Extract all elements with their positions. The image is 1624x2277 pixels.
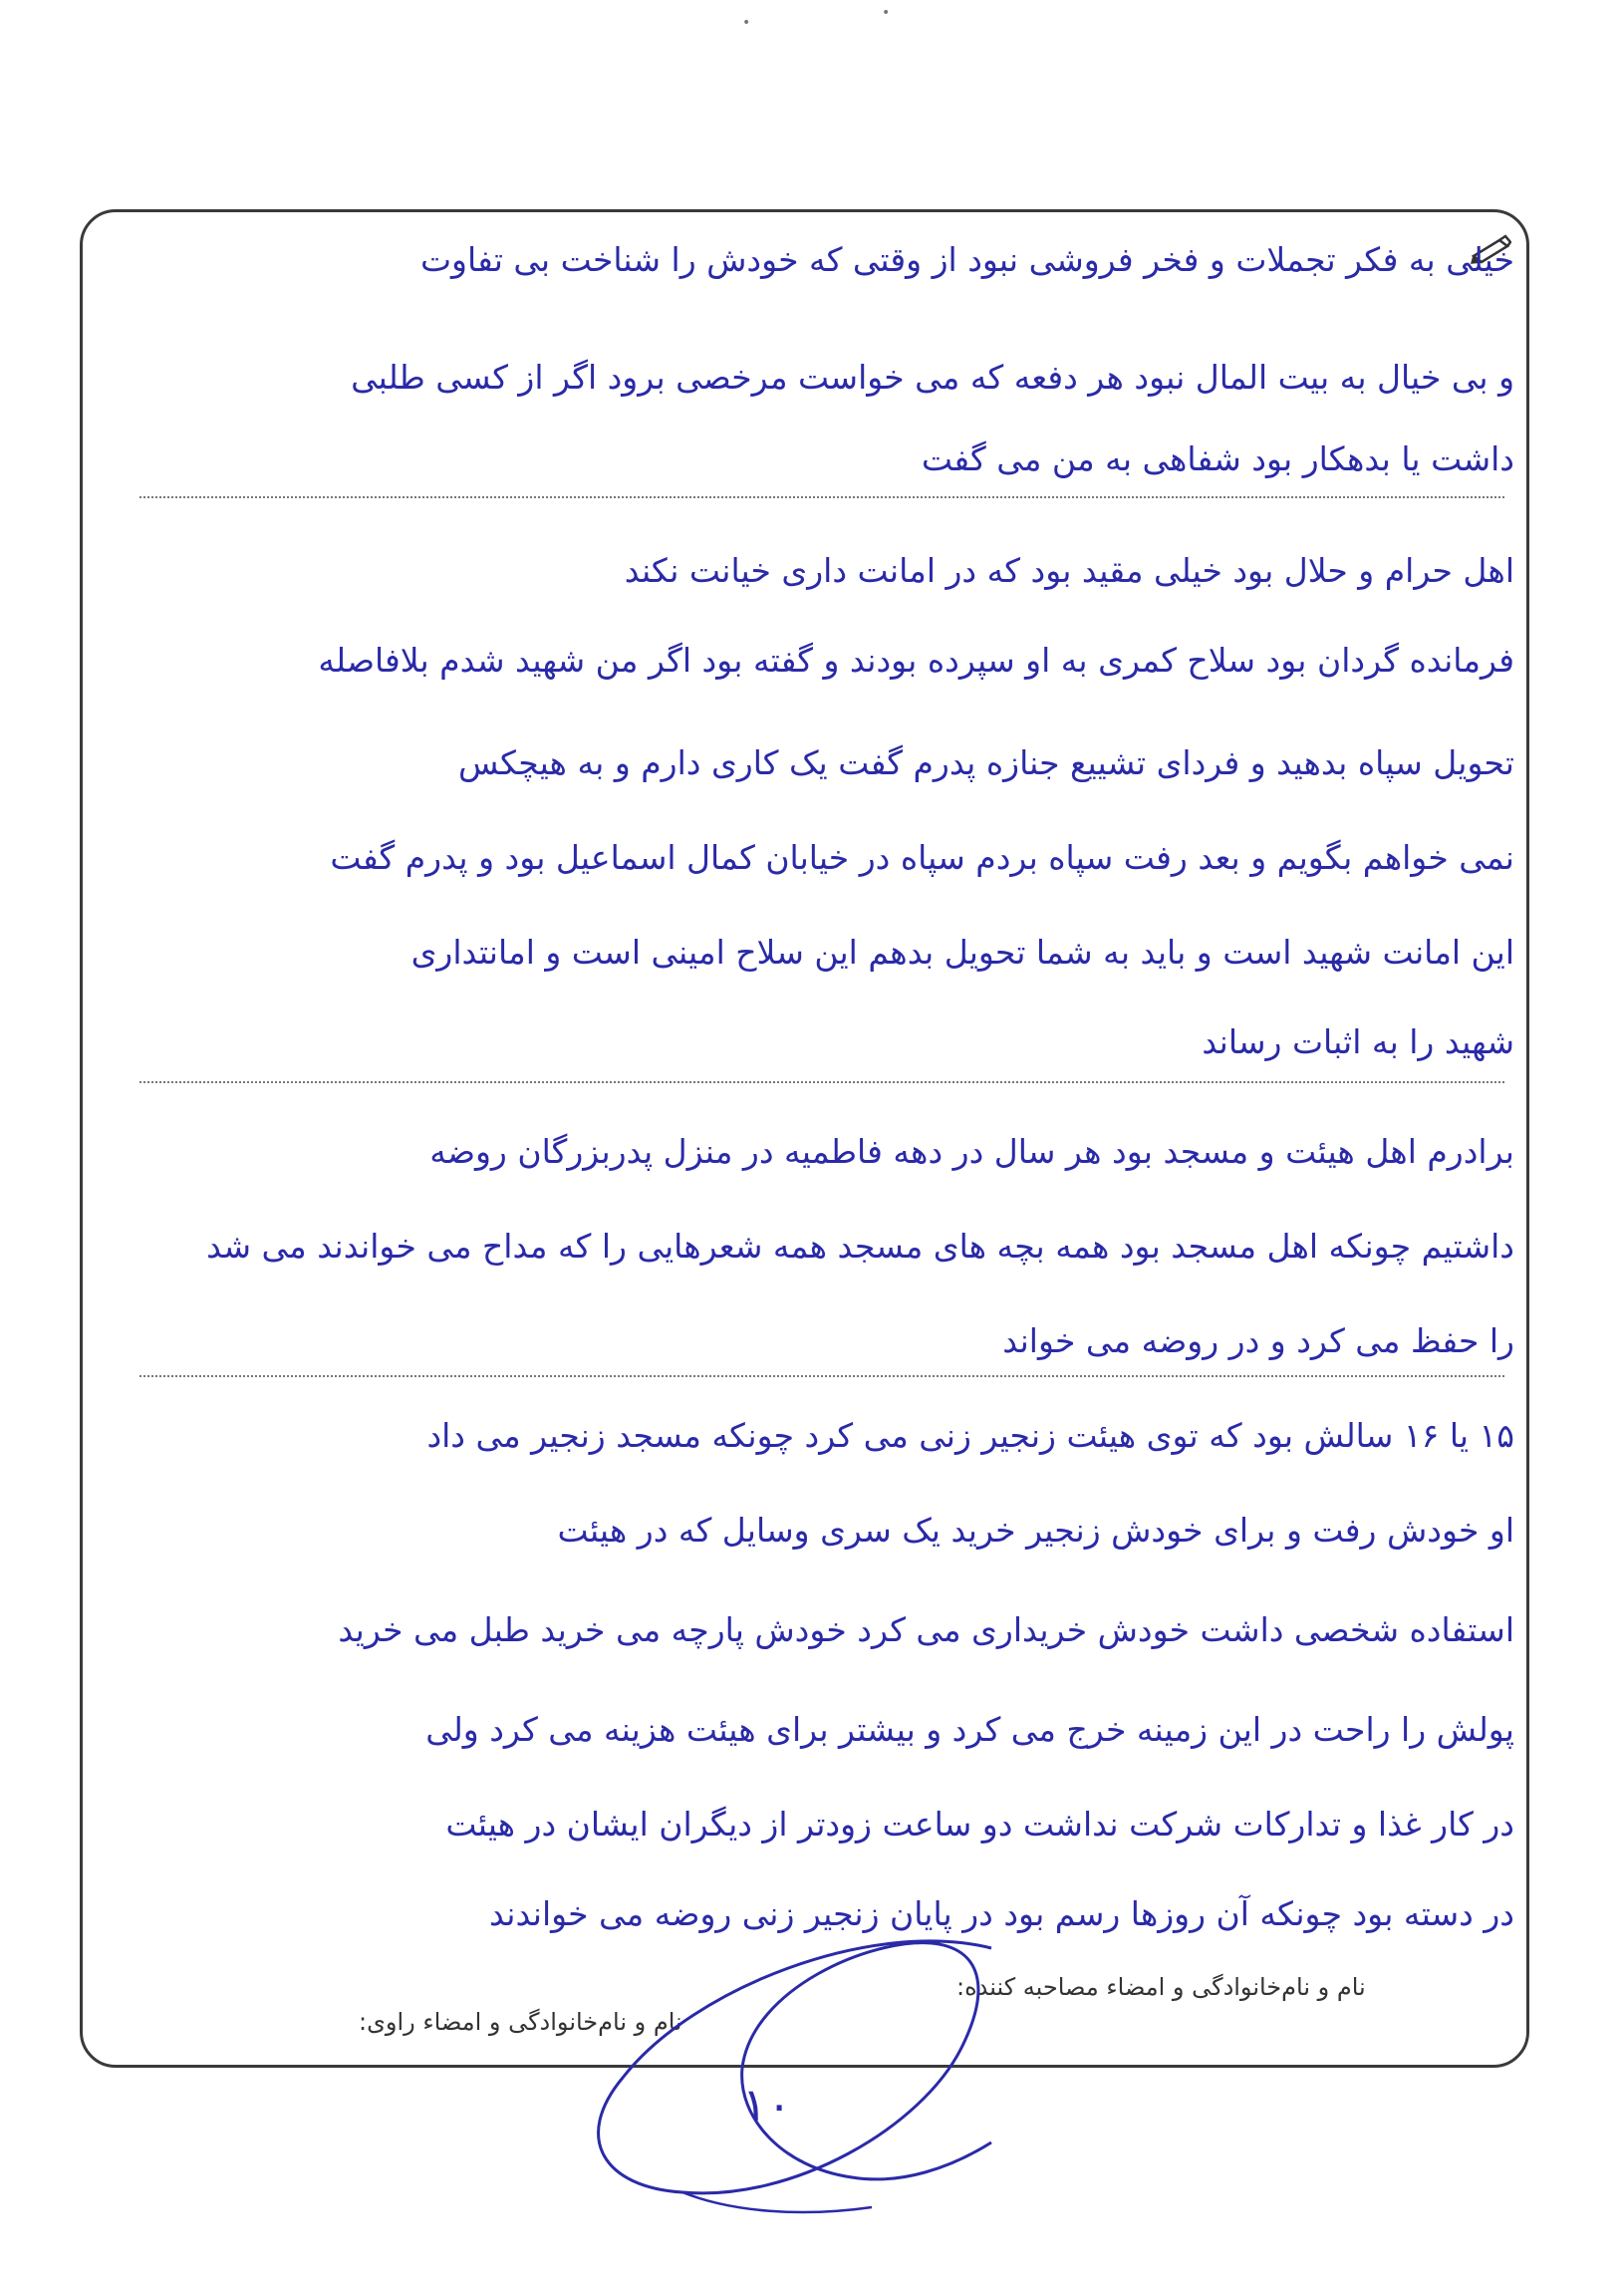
text-line: استفاده شخصی داشت خودش خریداری می کرد خودش پارچه می خرید طبل می خرید (338, 1610, 1514, 1649)
dotted-rule (139, 1081, 1504, 1083)
text-line: خیلی به فکر تجملات و فخر فروشی نبود از وقتی که خودش را شناخت بی تفاوت (419, 240, 1514, 279)
text-line: فرمانده گردان بود سلاح کمری به او سپرده بودند و گفته بود اگر من شهید شدم بلافاصله (318, 641, 1514, 680)
text-line: را حفظ می کرد و در روضه می خواند (1002, 1321, 1514, 1360)
scan-speck: • (882, 5, 891, 21)
text-line: تحویل سپاه بدهید و فردای تشییع جنازه پدرم گفت یک کاری دارم و به هیچکس (458, 743, 1514, 782)
text-line: ۱۵ یا ۱۶ سالش بود که توی هیئت زنجیر زنی می کرد چونکه مسجد زنجیر می داد (426, 1416, 1514, 1455)
page-number: ۱۰ (742, 2078, 792, 2132)
text-line: پولش را راحت در این زمینه خرج می کرد و بیشتر برای هیئت هزینه می کرد ولی (425, 1710, 1514, 1749)
dotted-rule (139, 496, 1504, 498)
interviewer-signature-label: نام و نام‌خانوادگی و امضاء مصاحبه کننده: (956, 1973, 1366, 2001)
text-line: او خودش رفت و برای خودش زنجیر خرید یک سری وسایل که در هیئت (557, 1511, 1514, 1550)
signature (573, 1928, 1021, 2227)
dotted-rule (139, 1375, 1504, 1377)
text-line: برادرم اهل هیئت و مسجد بود هر سال در دهه فاطمیه در منزل پدربزرگان روضه (429, 1132, 1514, 1171)
narrator-signature-label: نام و نام‌خانوادگی و امضاء راوی: (359, 2008, 682, 2036)
text-line: داشت یا بدهکار بود شفاهی به من می گفت (921, 439, 1514, 478)
text-line: در کار غذا و تدارکات شرکت نداشت دو ساعت زودتر از دیگران ایشان در هیئت (445, 1805, 1514, 1844)
text-line: این امانت شهید است و باید به شما تحویل بدهم این سلاح امینی است و امانتداری (410, 933, 1514, 972)
text-line: شهید را به اثبات رساند (1202, 1022, 1514, 1061)
scan-speck: • (742, 15, 751, 31)
text-line: نمی خواهم بگویم و بعد رفت سپاه بردم سپاه در خیابان کمال اسماعیل بود و پدرم گفت (330, 838, 1514, 877)
text-line: و بی خیال به بیت المال نبود هر دفعه که می خواست مرخصی برود اگر از کسی طلبی (351, 358, 1514, 397)
text-line: داشتیم چونکه اهل مسجد بود همه بچه های مسجد همه شعرهایی را که مداح می خواندند می شد (206, 1227, 1514, 1266)
text-line: در دسته بود چونکه آن روزها رسم بود در پایان زنجیر زنی روضه می خواندند (488, 1894, 1514, 1933)
text-line: اهل حرام و حلال بود خیلی مقید بود که در امانت داری خیانت نکند (624, 551, 1514, 590)
